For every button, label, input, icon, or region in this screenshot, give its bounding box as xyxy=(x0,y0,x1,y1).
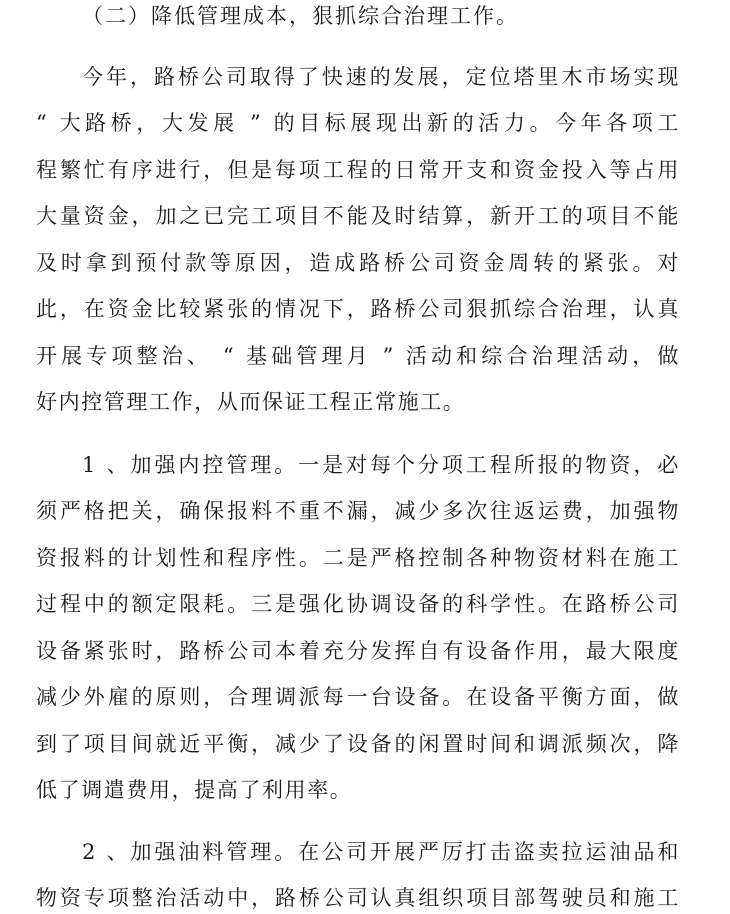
paragraph-1-line-8: 好内控管理工作，从而保证工程正常施工。 xyxy=(36,390,466,414)
paragraph-2-line-4: 过程中的额定限耗。三是强化协调设备的科学性。在路桥公司 xyxy=(36,592,680,616)
paragraph-2-line-2: 须严格把关，确保报料不重不漏，减少多次往返运费，加强物 xyxy=(36,499,680,523)
paragraph-2-line-6: 减少外雇的原则，合理调派每一台设备。在设备平衡方面，做 xyxy=(36,685,680,709)
paragraph-1-line-7: 开展专项整治、 “ 基础管理月 ” 活动和综合治理活动，做 xyxy=(36,344,680,368)
paragraph-2-line-1: 1 、加强内控管理。一是对每个分项工程所报的物资，必 xyxy=(82,453,680,477)
paragraph-2-line-8: 低了调遣费用，提高了利用率。 xyxy=(36,778,353,802)
paragraph-2-line-5: 设备紧张时，路桥公司本着充分发挥自有设备作用，最大限度 xyxy=(36,639,680,663)
section-heading: （二）降低管理成本，狠抓综合治理工作。 xyxy=(82,4,519,28)
paragraph-1-line-5: 及时拿到预付款等原因，造成路桥公司资金周转的紧张。对 xyxy=(36,251,680,275)
paragraph-1-line-1: 今年，路桥公司取得了快速的发展，定位塔里木市场实现 xyxy=(82,65,680,89)
paragraph-2-line-3: 资报料的计划性和程序性。二是严格控制各种物资材料在施工 xyxy=(36,546,680,570)
paragraph-3-line-2: 物资专项整治活动中，路桥公司认真组织项目部驾驶员和施工 xyxy=(36,886,680,910)
paragraph-2-line-7: 到了项目间就近平衡，减少了设备的闲置时间和调派频次，降 xyxy=(36,732,680,756)
paragraph-1-line-4: 大量资金，加之已完工项目不能及时结算，新开工的项目不能 xyxy=(36,204,680,228)
paragraph-3-line-1: 2 、加强油料管理。在公司开展严厉打击盗卖拉运油品和 xyxy=(82,840,680,864)
paragraph-1-line-6: 此，在资金比较紧张的情况下，路桥公司狠抓综合治理，认真 xyxy=(36,297,680,321)
paragraph-1-line-2: “ 大路桥，大发展 ” 的目标展现出新的活力。今年各项工 xyxy=(36,111,680,135)
paragraph-1-line-3: 程繁忙有序进行，但是每项工程的日常开支和资金投入等占用 xyxy=(36,158,680,182)
